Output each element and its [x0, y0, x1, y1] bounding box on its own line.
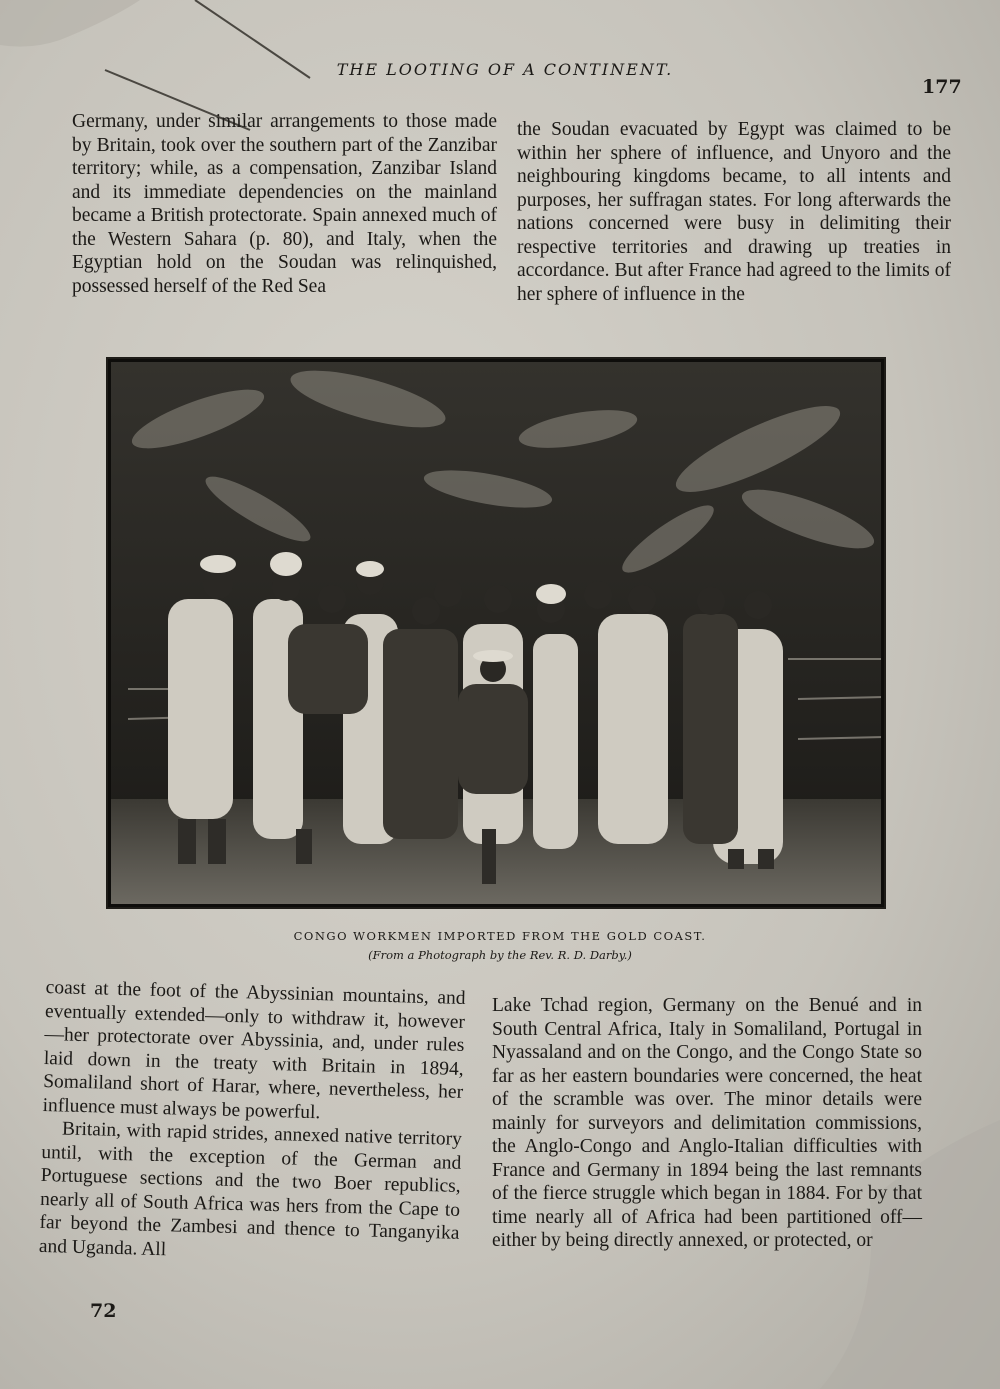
paragraph: Germany, under similar arrangements to those made by Britain, took over the southern part of the Zanzibar territory; while, as a compensation, Zanzibar Island and its immediate dependencies on the mainland became a British protectorate. Spain annexed much of the Western Sahara (p. 80), and Italy, when the Egyptian hold on the Soudan was relinquished, possessed herself of the Red Sea	[72, 111, 497, 297]
figure-caption: CONGO WORKMEN IMPORTED FROM THE GOLD COAST.	[293, 929, 707, 943]
photograph	[106, 357, 886, 909]
text-column-top-left	[72, 110, 497, 298]
text-column-bottom-right	[492, 994, 922, 1253]
page-number-top: 177	[922, 76, 962, 98]
paragraph: coast at the foot of the Abyssinian mountains, and eventually extended—only to withdraw it, however—her protectorate over Abyssinia, and, under rules laid down in the treaty with Britain in 1894, Somaliland short of Harar, where, nevertheless, her influence must always be powerful.	[42, 976, 466, 1123]
running-header: THE LOOTING OF A CONTINENT.	[336, 60, 674, 79]
photo-illustration	[108, 359, 884, 907]
page-number-bottom: 72	[90, 1300, 117, 1322]
figure-credit: (From a Photograph by the Rev. R. D. Darby.)	[368, 948, 632, 962]
paragraph: the Soudan evacuated by Egypt was claimed to be within her sphere of influence, and Unyoro and the neighbouring kingdoms became, to all intents and purposes, her suffragan states. For long afterwards the nations concerned were busy in delimiting their respective territories and drawing up treaties in accordance. But after France had agreed to the limits of her sphere of influence in the	[517, 119, 951, 305]
text-column-top-right	[517, 118, 951, 306]
paragraph: Lake Tchad region, Germany on the Benué and in South Central Africa, Italy in Somaliland, Portugal in Nyassaland and on the Congo, and the Congo State so far as her eastern boundaries were concerned, the heat of the scramble was over. The minor details were mainly for surveyors and delimitation commissions, the Anglo-Congo and Anglo-Italian difficulties with France and Germany in 1894 being the last remnants of the fierce struggle which began in 1884. For by that time nearly all of Africa had been partitioned off—either by being directly annexed, or protected, or	[492, 995, 922, 1251]
paragraph: Britain, with rapid strides, annexed native territory until, with the exception of the German and Portuguese sections and the two Boer republics, nearly all of South Africa was hers from the Cape to far beyond the Zambesi and thence to Tanganyika and Uganda. All	[38, 1118, 463, 1260]
text-column-bottom-left	[39, 976, 466, 1269]
